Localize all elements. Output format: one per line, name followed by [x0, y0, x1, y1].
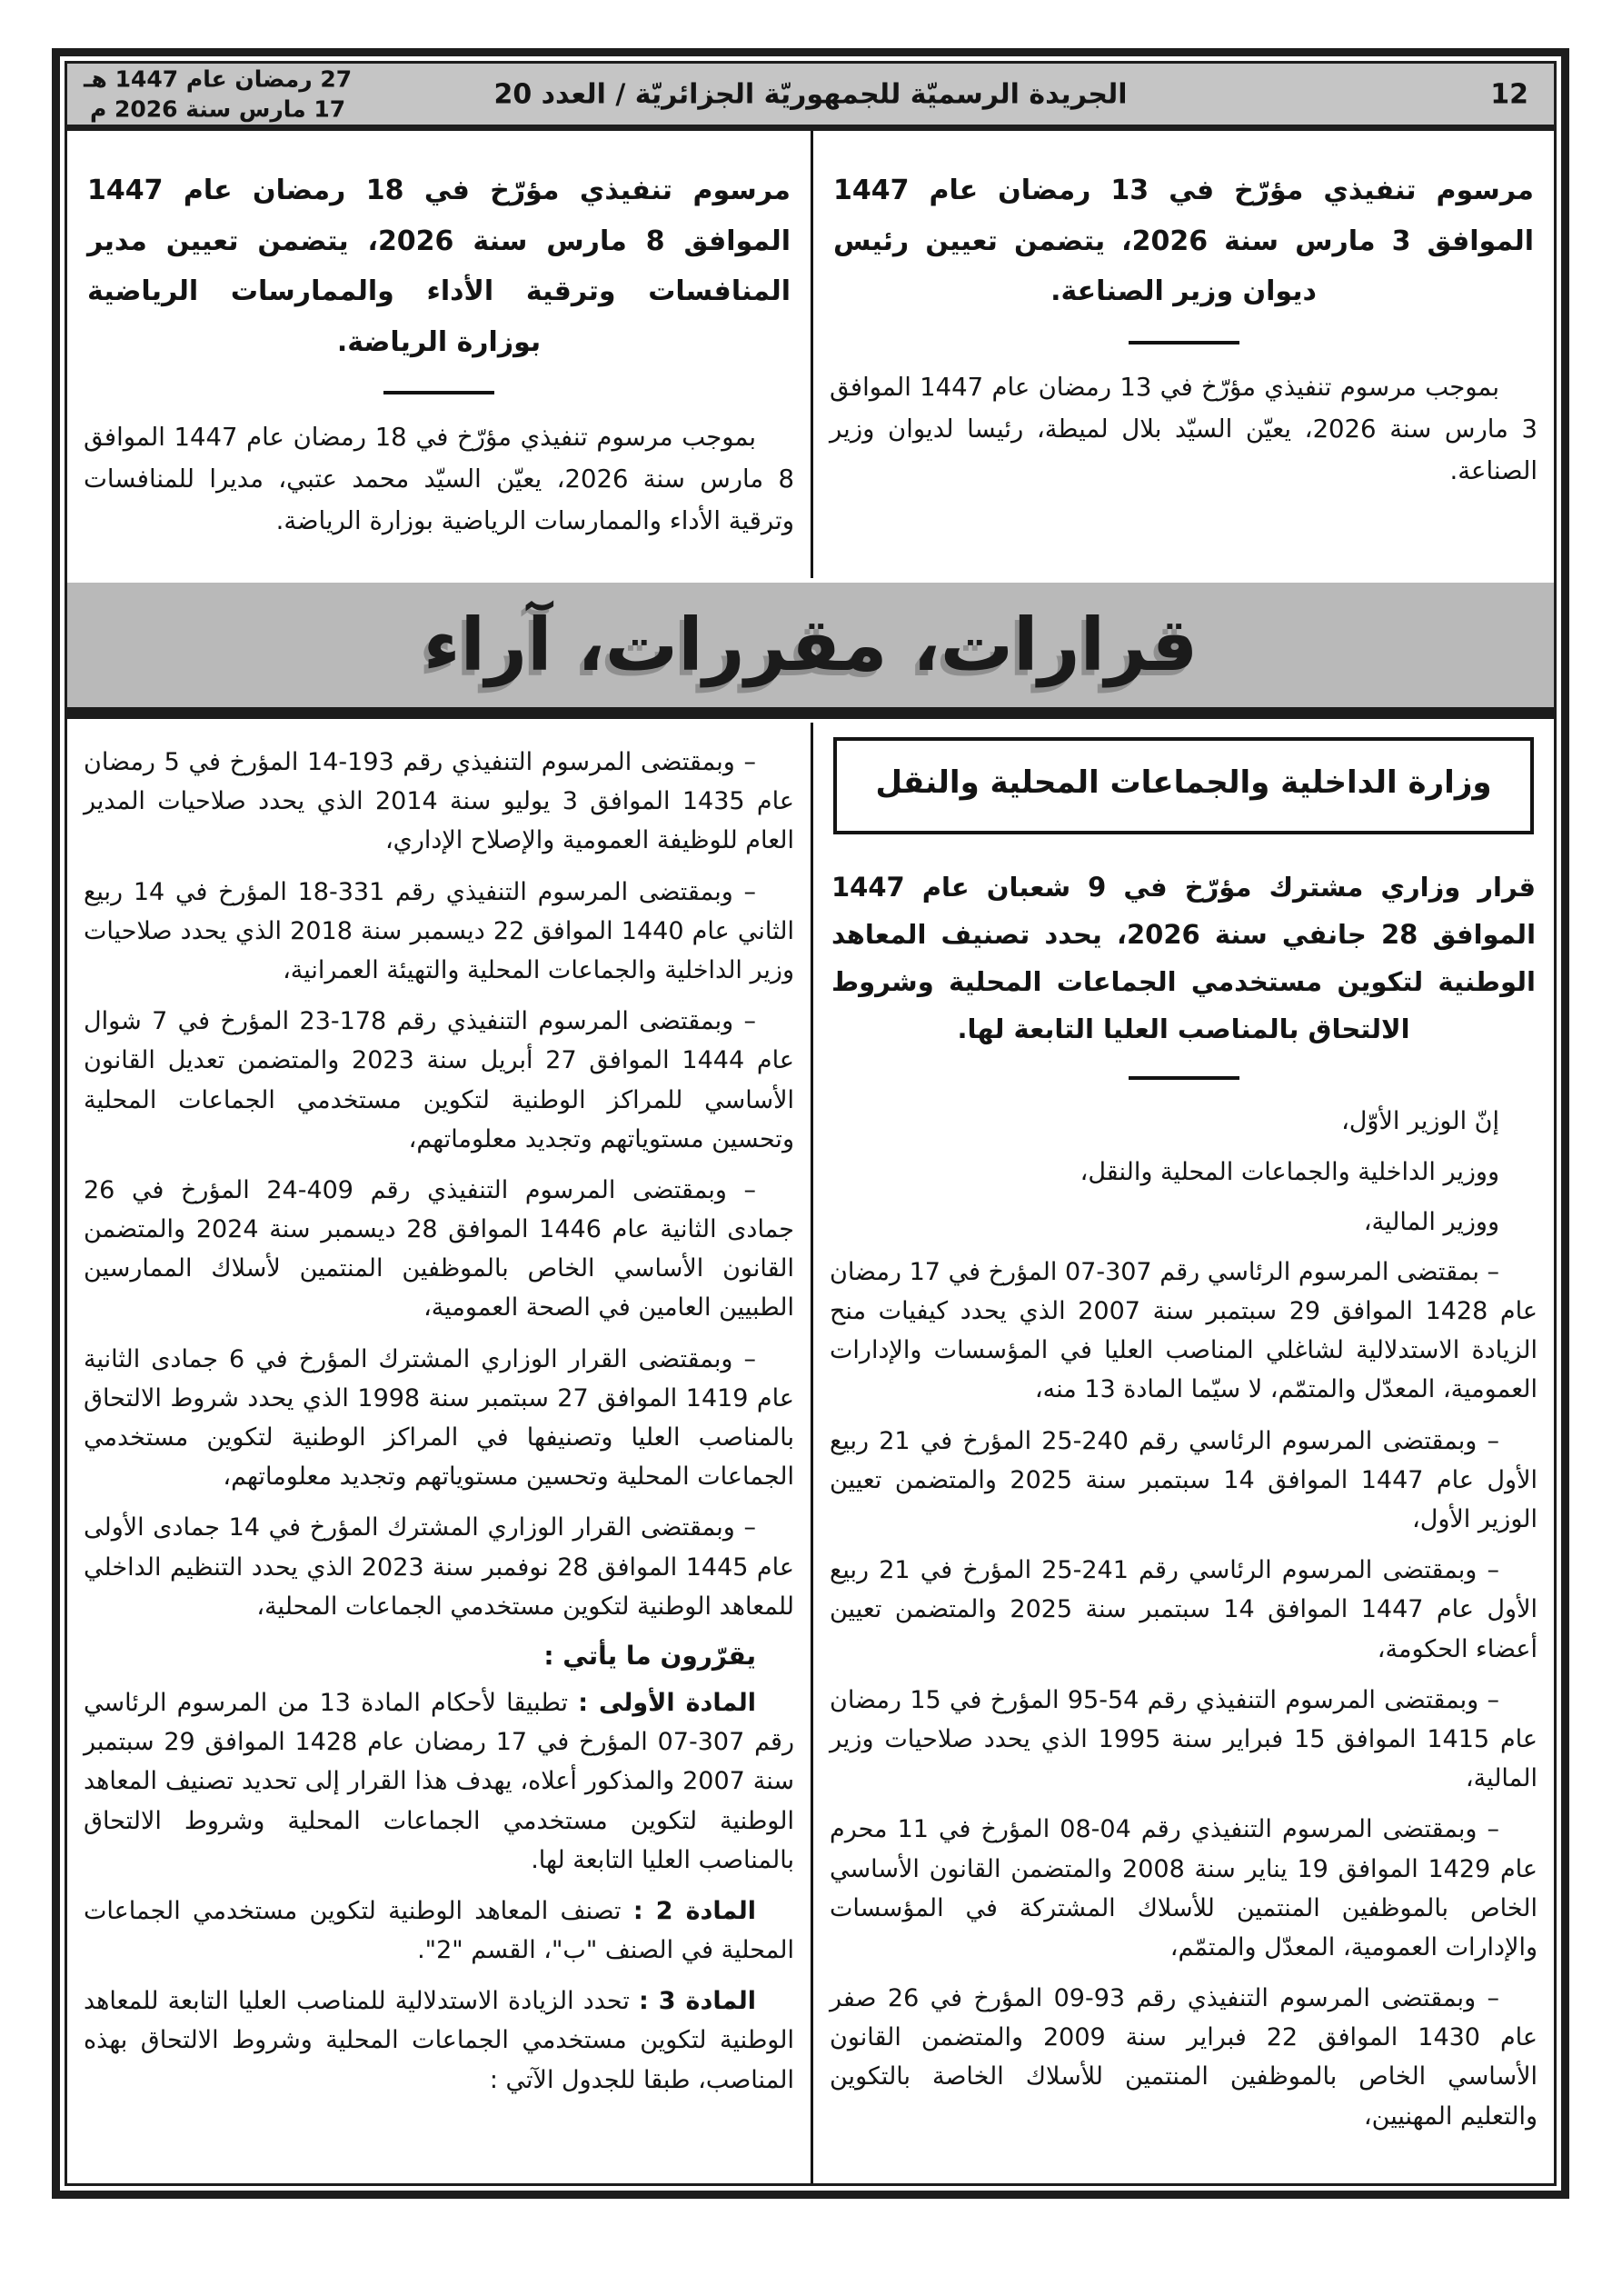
- citation-paragraph: – وبمقتضى المرسوم التنفيذي رقم 93-09 المؤرخ في 26 صفر عام 1430 الموافق 22 فبراير سنة 2009 والمتضمن القانون الأساسي الخاص بالموظفين المنتمين للأسلاك الخاصة بالتكوين والتعليم المهنيين،: [830, 1984, 1538, 2131]
- journal-title: الجريدة الرسميّة للجمهوريّة الجزائريّة / العدد 20: [493, 78, 1128, 110]
- article-label: المادة الأولى :: [578, 1688, 757, 1717]
- preamble-line: إنّ الوزير الأوّل،: [1341, 1107, 1499, 1136]
- article-paragraph: [84, 1982, 794, 2100]
- article-text: تطبيقا لأحكام المادة 13 من المرسوم الرئاسي رقم 307-07 المؤرخ في 17 رمضان عام 1428 الموافق 29 سبتمبر سنة 2007 والمذكور أعلاه، يهدف هذا القرار إلى تحديد تصنيف المعاهد الوطنية لتكوين مستخدمي الجماعات المحلية وشروط الالتحاق بالمناصب العليا التابعة لها.: [84, 1688, 794, 1874]
- hijri-date: 27 رمضان عام 1447 هـ: [84, 65, 353, 92]
- page-number: 12: [1490, 78, 1528, 110]
- bottom-left-column: [67, 723, 811, 2183]
- top-section: [67, 131, 1554, 578]
- citation-paragraph: – وبمقتضى القرار الوزاري المشترك المؤرخ في 14 جمادى الأولى عام 1445 الموافق 28 نوفمبر سنة 2023 الذي يحدد التنظيم الداخلي للمعاهد الوطنية لتكوين مستخدمي الجماعات المحلية،: [84, 1513, 794, 1621]
- article-text: تحدد الزيادة الاستدلالية للمناصب العليا التابعة للمعاهد الوطنية لتكوين مستخدمي الجماعات المحلية وشروط الالتحاق بهذه المناصب، طبقا للجدول الآتي :: [84, 1987, 794, 2094]
- article-paragraph: [84, 1683, 794, 1880]
- decree-body-sports: بموجب مرسوم تنفيذي مؤرّخ في 18 رمضان عام 1447 الموافق 8 مارس سنة 2026، يعيّن السيّد محمد عتبي، مديرا للمنافسات وترقية الأداء والممارسات الرياضية بوزارة الرياضة.: [84, 423, 794, 536]
- decree-title-sports: مرسوم تنفيذي مؤرّخ في 18 رمضان عام 1447 الموافق 8 مارس سنة 2026، يتضمن تعيين مدير المنافسات وترقية الأداء والممارسات الرياضية بوزارة الرياضة.: [87, 175, 791, 358]
- page-inner-frame: [65, 61, 1557, 2186]
- top-right-column: [811, 131, 1554, 578]
- article-paragraph: [84, 1892, 794, 1970]
- article-text: تصنف المعاهد الوطنية لتكوين مستخدمي الجماعات المحلية في الصنف "ب"، القسم "2".: [84, 1896, 794, 1965]
- bottom-right-column: [811, 723, 1554, 2183]
- citation-paragraph: – وبمقتضى المرسوم الرئاسي رقم 241-25 المؤرخ في 21 ربيع الأول عام 1447 الموافق 14 سبتمبر سنة 2025 والمتضمن تعيين أعضاء الحكومة،: [830, 1556, 1537, 1663]
- page-outer-frame: [52, 48, 1569, 2199]
- preamble-line: ووزير المالية،: [1363, 1207, 1499, 1236]
- citation-paragraph: – وبمقتضى المرسوم التنفيذي رقم 331-18 المؤرخ في 14 ربيع الثاني عام 1440 الموافق 22 ديسمبر سنة 2018 الذي يحدد صلاحيات وزير الداخلية والجماعات المحلية والتهيئة العمرانية،: [84, 877, 794, 984]
- decree-title-industry: مرسوم تنفيذي مؤرّخ في 13 رمضان عام 1447 الموافق 3 مارس سنة 2026، يتضمن تعيين رئيس ديوان وزير الصناعة.: [833, 175, 1534, 307]
- citation-paragraph: – وبمقتضى المرسوم التنفيذي رقم 409-24 المؤرخ في 26 جمادى الثانية عام 1446 الموافق 28 ديسمبر سنة 2024 والمتضمن القانون الأساسي الخاص بالموظفين المنتمين لأسلاك الممارسين الطبيين العامين في الصحة العمومية،: [84, 1175, 794, 1323]
- ministry-heading-box: وزارة الداخلية والجماعات المحلية والنقل: [833, 737, 1534, 834]
- journal-header: [67, 64, 1554, 131]
- article-label: المادة 2 :: [632, 1896, 757, 1925]
- article-label: المادة 3 :: [639, 1987, 756, 2016]
- citation-paragraph: – وبمقتضى المرسوم الرئاسي رقم 240-25 المؤرخ في 21 ربيع الأول عام 1447 الموافق 14 سبتمبر سنة 2025 والمتضمن تعيين الوزير الأول،: [830, 1426, 1537, 1534]
- decree-body-industry: بموجب مرسوم تنفيذي مؤرّخ في 13 رمضان عام 1447 الموافق 3 مارس سنة 2026، يعيّن السيّد بلال لميطة، رئيسا لديوان وزير الصناعة.: [830, 372, 1537, 485]
- joint-decree-title: قرار وزاري مشترك مؤرّخ في 9 شعبان عام 1447 الموافق 28 جانفي سنة 2026، يحدد تصنيف المعاهد الوطنية لتكوين مستخدمي الجماعات المحلية وشروط الالتحاق بالمناصب العليا التابعة لها.: [831, 871, 1537, 1045]
- bottom-section: [67, 723, 1554, 2183]
- citation-paragraph: – وبمقتضى المرسوم التنفيذي رقم 04-08 المؤرخ في 11 محرم عام 1429 الموافق 19 يناير سنة 2008 والمتضمن القانون الأساسي الخاص بالموظفين المنتمين للأسلاك المشتركة في المؤسسات والإدارات العمومية، المعدّل والمتمّم،: [830, 1815, 1537, 1962]
- preamble-line: ووزير الداخلية والجماعات المحلية والنقل،: [1080, 1157, 1499, 1186]
- top-left-column: [67, 131, 811, 578]
- citation-paragraph: – بمقتضى المرسوم الرئاسي رقم 307-07 المؤرخ في 17 رمضان عام 1428 الموافق 29 سبتمبر سنة 2007 الذي يحدد كيفيات منح الزيادة الاستدلالية لشاغلي المناصب العليا في المؤسسات والإدارات العمومية، المعدّل والمتمّم، لا سيّما المادة 13 منه،: [830, 1257, 1537, 1404]
- decisions-banner-title: قرارات، مقررات، آراء: [423, 603, 1199, 687]
- title-separator: [1129, 1076, 1239, 1080]
- enactment-line: يقرّرون ما يأتي :: [543, 1640, 756, 1671]
- citation-paragraph: – وبمقتضى المرسوم التنفيذي رقم 54-95 المؤرخ في 15 رمضان عام 1415 الموافق 15 فبراير سنة 1995 الذي يحدد صلاحيات وزير المالية،: [830, 1685, 1537, 1793]
- title-separator: [383, 391, 494, 394]
- title-separator: [1129, 341, 1239, 344]
- decisions-banner: [67, 583, 1554, 719]
- citation-paragraph: – وبمقتضى المرسوم التنفيذي رقم 193-14 المؤرخ في 5 رمضان عام 1435 الموافق 3 يوليو سنة 2014 الذي يحدد صلاحيات المدير العام للوظيفة العمومية والإصلاح الإداري،: [84, 748, 794, 855]
- citation-paragraph: – وبمقتضى القرار الوزاري المشترك المؤرخ في 6 جمادى الثانية عام 1419 الموافق 27 سبتمبر سنة 1998 الذي يحدد شروط الالتحاق بالمناصب العليا وتصنيفها في المراكز الوطنية لتكوين مستخدمي الجماعات المحلية وتحسين مستوياتهم وتجديد معلوماتهم،: [84, 1344, 794, 1492]
- citation-paragraph: – وبمقتضى المرسوم التنفيذي رقم 178-23 المؤرخ في 7 شوال عام 1444 الموافق 27 أبريل سنة 2023 والمتضمن تعديل القانون الأساسي للمراكز الوطنية لتكوين مستخدمي الجماعات المحلية وتحسين مستوياتهم وتجديد معلوماتهم،: [84, 1007, 794, 1153]
- gregorian-date: 17 مارس سنة 2026 م: [89, 95, 346, 123]
